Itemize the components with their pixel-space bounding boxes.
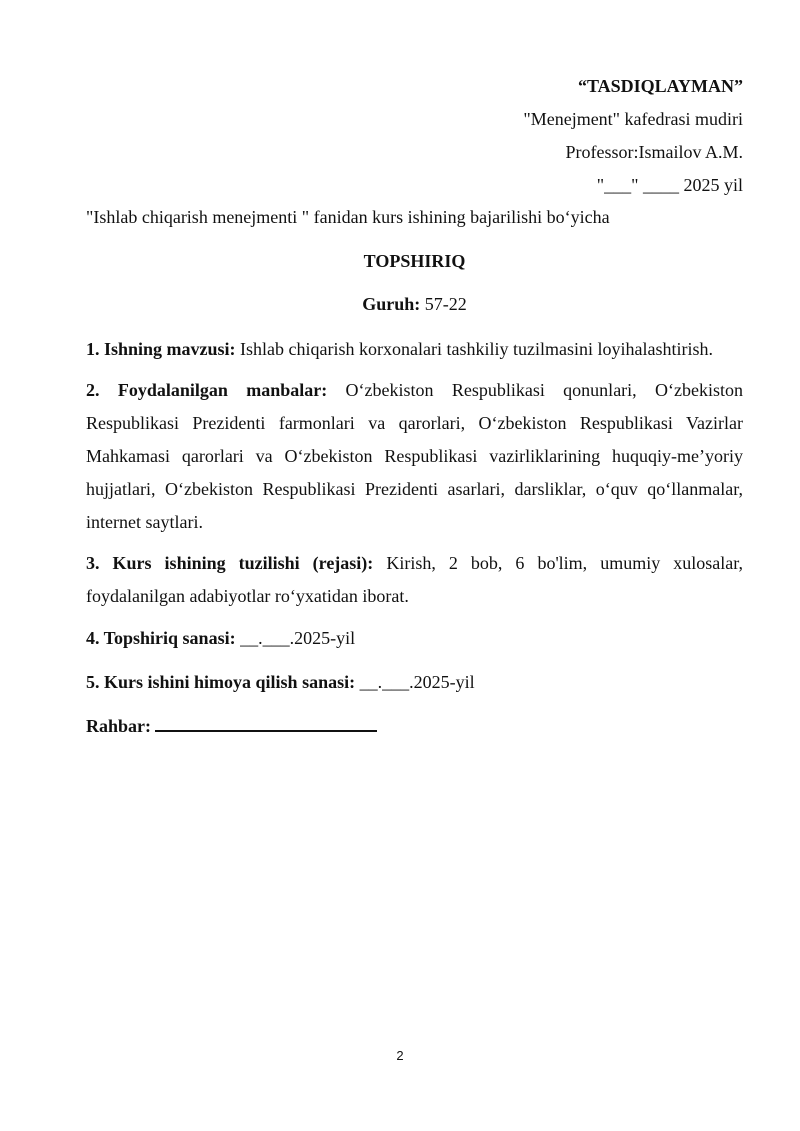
item-defense-date-text: __.___.2025-yil — [355, 672, 475, 692]
approval-department: "Menejment" kafedrasi mudiri — [523, 109, 743, 129]
item-assignment-date-label: 4. Topshiriq sanasi: — [86, 628, 236, 648]
item-topic — [86, 333, 743, 366]
item-assignment-date — [86, 622, 743, 655]
group-line — [86, 294, 743, 315]
item-topic-text: Ishlab chiqarish korxonalari tashkiliy tuzilmasini loyihalashtirish. — [235, 339, 713, 359]
group-label: Guruh: — [362, 294, 421, 314]
approval-date: "___" ____ 2025 yil — [596, 175, 743, 195]
item-structure — [86, 547, 743, 613]
item-sources — [86, 374, 743, 539]
group-value: 57-22 — [420, 294, 467, 314]
document-title: TOPSHIRIQ — [363, 251, 466, 271]
item-sources-text: O‘zbekiston Respublikasi qonunlari, O‘zbekiston Respublikasi Prezidenti farmonlari va qarorlari, O‘zbekiston Respublikasi Vazirlar Mahkamasi qarorlari va O‘zbekiston Respublikasi vazirliklarining huquqiy-me’yoriy hujjatlari, O‘zbekiston Respublikasi Prezidenti asarlari, darsliklar, o‘quv qo‘llanmalar, internet saytlari. — [86, 380, 743, 532]
signature-line — [155, 712, 377, 732]
approval-professor: Professor:Ismailov A.M. — [565, 142, 743, 162]
item-structure-label: 3. Kurs ishining tuzilishi (rejasi): — [86, 553, 374, 573]
item-defense-date-label: 5. Kurs ishini himoya qilish sanasi: — [86, 672, 356, 692]
approval-title: “TASDIQLAYMAN” — [577, 76, 743, 96]
document-page — [86, 0, 743, 1131]
supervisor-label: Rahbar: — [86, 716, 152, 736]
supervisor-line — [86, 710, 743, 743]
intro-line: "Ishlab chiqarish menejmenti " fanidan kurs ishining bajarilishi bo‘yicha — [86, 207, 610, 227]
item-topic-label: 1. Ishning mavzusi: — [86, 339, 236, 359]
item-structure-text: Kirish, 2 bob, 6 bo'lim, umumiy xulosalar, foydalanilgan adabiyotlar ro‘yxatidan iborat. — [86, 553, 743, 606]
item-sources-label: 2. Foydalanilgan manbalar: — [86, 380, 328, 400]
item-assignment-date-text: __.___.2025-yil — [235, 628, 356, 648]
item-defense-date — [86, 666, 743, 699]
page-number: 2 — [396, 1048, 404, 1063]
